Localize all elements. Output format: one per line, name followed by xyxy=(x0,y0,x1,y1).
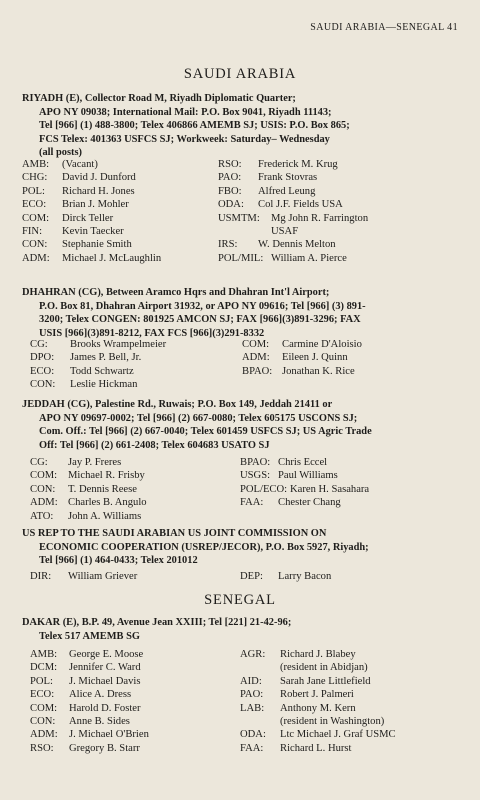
post-line: (all posts) xyxy=(39,147,83,159)
staff-name: Paul Williams xyxy=(278,470,338,482)
staff-role: POL/MIL: xyxy=(218,252,264,264)
post-line: Tel [966] (1) 488-3800; Telex 406866 AMEMB SJ; USIS: P.O. Box 865; xyxy=(39,120,350,132)
staff-name: Carmine D'Aloisio xyxy=(282,339,362,350)
post-line: RIYADH (E), Collector Road M, Riyadh Diplomatic Quarter; xyxy=(22,93,296,104)
staff-role: CON: xyxy=(30,483,56,495)
staff-role: POL: xyxy=(22,185,45,197)
post-line: Off: Tel [966] (2) 661-2408; Telex 604683 USATO SJ xyxy=(39,439,270,451)
post-line: ECONOMIC COOPERATION (USREP/JECOR), P.O. Box 5927, Riyadh; xyxy=(39,541,369,553)
staff-role: FAA: xyxy=(240,497,264,509)
staff-role: ODA: xyxy=(240,729,266,741)
post-header-dakar xyxy=(22,616,470,643)
staff-name: Harold D. Foster xyxy=(69,702,141,714)
staff-name: Charles B. Angulo xyxy=(68,497,147,509)
staff-name: David J. Dunford xyxy=(62,172,136,184)
staff-role: RSO: xyxy=(218,159,242,170)
staff-name: Eileen J. Quinn xyxy=(282,352,348,364)
staff-role: COM: xyxy=(22,212,50,224)
staff-name: (resident in Washington) xyxy=(280,715,385,727)
staff-name: (Vacant) xyxy=(62,159,98,170)
staff-name: Stephanie Smith xyxy=(62,239,132,251)
staff-name: Chester Chang xyxy=(278,497,341,509)
staff-name: Brooks Wrampelmeier xyxy=(70,339,167,350)
post-line: P.O. Box 81, Dhahran Airport 31932, or APO NY 09616; Tel [966] (3) 891- xyxy=(39,300,366,312)
staff-name: Richard L. Hurst xyxy=(280,742,352,754)
staff-role: ATO: xyxy=(30,510,54,522)
post-header-jeddah xyxy=(22,398,470,452)
post-line: Telex 517 AMEMB SG xyxy=(39,630,140,642)
staff-role: CG: xyxy=(30,339,48,350)
staff-role: ECO: xyxy=(30,365,55,377)
post-line: USIS [966](3)891-8212, FAX FCS [966](3)291-8332 xyxy=(39,327,265,339)
staff-name: Chris Eccel xyxy=(278,457,328,468)
staff-role: CG: xyxy=(30,457,48,468)
staff-role: AMB: xyxy=(22,159,50,170)
staff-name: Jay P. Freres xyxy=(68,457,122,468)
staff-role: CHG: xyxy=(22,172,48,184)
post-line: DAKAR (E), B.P. 49, Avenue Jean XXIII; Tel [221] 21-42-96; xyxy=(22,617,292,628)
staff-name: Kevin Taecker xyxy=(62,225,124,237)
staff-name: Anthony M. Kern xyxy=(280,702,356,714)
post-line: FCS Telex: 401363 USFCS SJ; Workweek: Saturday– Wednesday xyxy=(39,133,330,145)
staff-role: USGS: xyxy=(240,470,271,482)
staff-role: DCM: xyxy=(30,662,58,674)
staff-role: USMTM: xyxy=(218,212,260,224)
staff-name: Richard H. Jones xyxy=(62,185,135,197)
staff-role: CON: xyxy=(22,239,48,251)
staff-role: COM: xyxy=(30,470,58,482)
staff-name: Jennifer C. Ward xyxy=(69,662,141,674)
staff-role: COM: xyxy=(30,702,58,714)
staff-role: ADM: xyxy=(242,352,270,364)
staff-role: RSO: xyxy=(30,742,54,754)
staff-name: Anne B. Sides xyxy=(69,715,130,727)
staff-name: USAF xyxy=(271,225,299,237)
staff-name: Frederick M. Krug xyxy=(258,159,338,170)
running-head: SAUDI ARABIA—SENEGAL 41 xyxy=(310,22,458,33)
staff-name: William Griever xyxy=(68,571,138,582)
post-header-riyadh xyxy=(22,92,470,160)
post-line: 3200; Telex CONGEN: 801925 AMCON SJ; FAX [966](3)891-3296; FAX xyxy=(39,314,361,326)
staff-name: Karen H. Sasahara xyxy=(290,483,370,495)
post-line: Tel [966] (1) 464-0433; Telex 201012 xyxy=(39,555,198,567)
country-title-saudi-arabia: SAUDI ARABIA xyxy=(183,66,297,82)
staff-name: T. Dennis Reese xyxy=(68,483,137,495)
post-line: US REP TO THE SAUDI ARABIAN US JOINT COMMISSION ON xyxy=(22,528,327,539)
staff-name: Michael J. McLaughlin xyxy=(62,252,162,264)
staff-name: William A. Pierce xyxy=(271,252,347,264)
staff-role: PAO: xyxy=(240,689,264,701)
post-line: DHAHRAN (CG), Between Aramco Hqrs and Dhahran Int'l Airport; xyxy=(22,287,330,298)
staff-name: Leslie Hickman xyxy=(70,379,138,391)
staff-role: CON: xyxy=(30,379,56,391)
staff-name: W. Dennis Melton xyxy=(258,239,336,251)
staff-name: Larry Bacon xyxy=(278,571,332,582)
staff-role: AMB: xyxy=(30,649,58,660)
staff-name: Frank Stovras xyxy=(258,172,318,184)
staff-name: Jonathan K. Rice xyxy=(282,365,355,377)
staff-role: ECO: xyxy=(30,689,55,701)
staff-role: BPAO: xyxy=(242,365,273,377)
country-title-senegal: SENEGAL xyxy=(204,592,276,608)
staff-role: AID: xyxy=(240,675,262,687)
staff-role: AGR: xyxy=(240,649,266,660)
staff-role: ADM: xyxy=(22,252,50,264)
staff-role: LAB: xyxy=(240,702,265,714)
staff-role: BPAO: xyxy=(240,457,271,468)
post-line: APO NY 09697-0002; Tel [966] (2) 667-0080; Telex 605175 USCONS SJ; xyxy=(39,412,358,424)
staff-name: J. Michael O'Brien xyxy=(69,729,149,741)
staff-name: J. Michael Davis xyxy=(69,675,141,687)
staff-role: FBO: xyxy=(218,185,242,197)
staff-name: Alfred Leung xyxy=(258,185,316,197)
staff-role: FIN: xyxy=(22,225,43,237)
staff-name: (resident in Abidjan) xyxy=(280,662,368,674)
staff-role: ADM: xyxy=(30,497,58,509)
staff-name: George E. Moose xyxy=(69,649,144,660)
staff-name: James P. Bell, Jr. xyxy=(70,352,142,364)
staff-role: POL/ECO: xyxy=(240,483,288,495)
staff-name: Mg John R. Farrington xyxy=(271,212,369,224)
staff-role: COM: xyxy=(242,339,270,350)
staff-role: ADM: xyxy=(30,729,58,741)
staff-name: Dirck Teller xyxy=(62,212,114,224)
staff-name: Sarah Jane Littlefield xyxy=(280,675,371,687)
post-line: Com. Off.: Tel [966] (2) 667-0040; Telex 601459 USFCS SJ; US Agric Trade xyxy=(39,426,372,438)
staff-role: CON: xyxy=(30,715,56,727)
staff-role: DIR: xyxy=(30,571,52,582)
staff-name: Richard J. Blabey xyxy=(280,649,356,660)
staff-role: FAA: xyxy=(240,742,264,754)
staff-role: DEP: xyxy=(240,571,263,582)
staff-name: Ltc Michael J. Graf USMC xyxy=(280,729,396,741)
post-header-usrep-jecor xyxy=(22,527,470,568)
staff-name: Gregory B. Starr xyxy=(69,742,140,754)
staff-name: Robert J. Palmeri xyxy=(280,689,354,701)
staff-role: PAO: xyxy=(218,172,242,184)
staff-name: John A. Williams xyxy=(68,510,142,522)
post-line: APO NY 09038; International Mail: P.O. Box 9041, Riyadh 11143; xyxy=(39,106,332,118)
staff-name: Brian J. Mohler xyxy=(62,199,129,211)
staff-role: ECO: xyxy=(22,199,47,211)
staff-name: Todd Schwartz xyxy=(70,365,134,377)
staff-role: DPO: xyxy=(30,352,55,364)
staff-name: Michael R. Frisby xyxy=(68,470,145,482)
staff-name: Col J.F. Fields USA xyxy=(258,199,343,211)
post-header-dhahran xyxy=(22,286,470,340)
staff-name: Alice A. Dress xyxy=(69,689,132,701)
staff-role: IRS: xyxy=(218,239,238,251)
post-line: JEDDAH (CG), Palestine Rd., Ruwais; P.O. Box 149, Jeddah 21411 or xyxy=(22,399,333,410)
staff-role: ODA: xyxy=(218,199,244,211)
staff-role: POL: xyxy=(30,675,53,687)
